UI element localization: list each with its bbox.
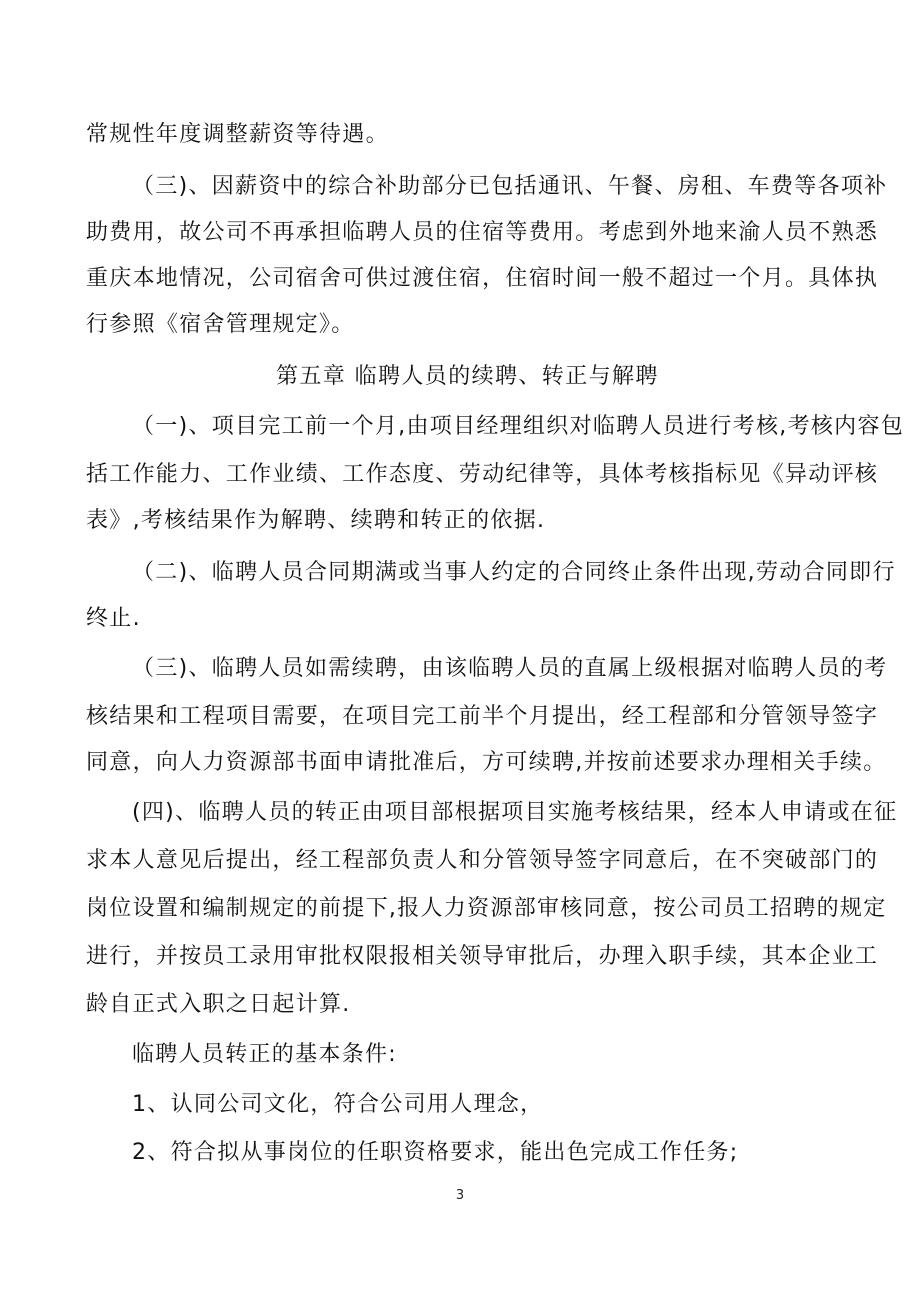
- text-line: （一)、项目完工前一个月,由项目经理组织对临聘人员进行考核,考核内容包: [132, 414, 905, 439]
- list-item: 2、符合拟从事岗位的任职资格要求，能出色完成工作任务;: [132, 1140, 739, 1165]
- text-line: 助费用，故公司不再承担临聘人员的住宿等费用。考虑到外地来渝人员不熟悉: [86, 220, 879, 245]
- text-line: 括工作能力、工作业绩、工作态度、劳动纪律等，具体考核指标见《异动评核: [86, 462, 879, 487]
- text-line: 常规性年度调整薪资等待遇。: [86, 122, 389, 147]
- text-line: 龄自正式入职之日起计算.: [86, 992, 351, 1017]
- text-line: 表》,考核结果作为解聘、续聘和转正的依据.: [86, 508, 546, 533]
- text-line: 行参照《宿舍管理规定》。: [86, 312, 355, 337]
- text-line: 求本人意见后提出，经工程部负责人和分管领导签字同意后，在不突破部门的: [86, 848, 879, 873]
- text-line: 同意，向人力资源部书面申请批准后，方可续聘,并按前述要求办理相关手续。: [86, 750, 887, 775]
- text-line: 临聘人员转正的基本条件:: [132, 1042, 398, 1067]
- list-item: 1、认同公司文化，符合公司用人理念，: [132, 1092, 544, 1117]
- text-line: 核结果和工程项目需要，在项目完工前半个月提出，经工程部和分管领导签字: [86, 704, 879, 729]
- text-line: 终止.: [86, 606, 141, 631]
- text-line: （三)、临聘人员如需续聘，由该临聘人员的直属上级根据对临聘人员的考: [132, 656, 888, 681]
- text-line: (四)、临聘人员的转正由项目部根据项目实施考核结果，经本人申请或在征: [132, 800, 898, 825]
- text-line: 进行，并按员工录用审批权限报相关领导审批后，办理入职手续，其本企业工: [86, 944, 879, 969]
- text-line: （三)、因薪资中的综合补助部分已包括通讯、午餐、房租、车费等各项补: [132, 174, 888, 199]
- chapter-heading: 第五章 临聘人员的续聘、转正与解聘: [276, 364, 659, 389]
- text-line: （二)、临聘人员合同期满或当事人约定的合同终止条件出现,劳动合同即行: [132, 560, 896, 585]
- text-line: 重庆本地情况，公司宿舍可供过渡住宿，住宿时间一般不超过一个月。具体执: [86, 266, 879, 291]
- page-number: 3: [455, 1188, 465, 1203]
- text-line: 岗位设置和编制规定的前提下,报人力资源部审核同意，按公司员工招聘的规定: [86, 896, 887, 921]
